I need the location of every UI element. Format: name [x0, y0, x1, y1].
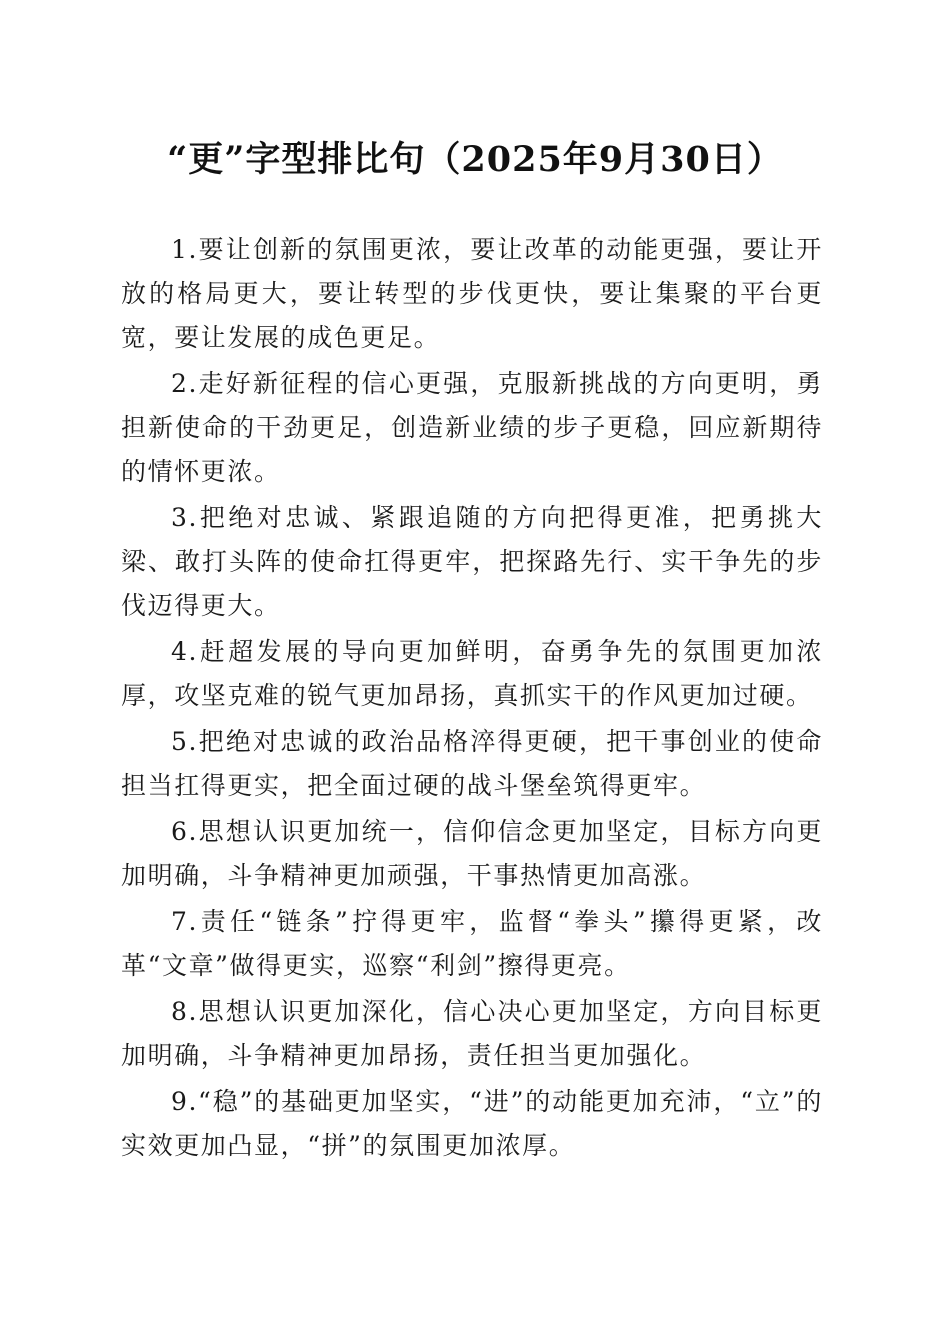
- paragraph-4: 4.赶超发展的导向更加鲜明，奋勇争先的氛围更加浓厚，攻坚克难的锐气更加昂扬，真抓实干的作风更加过硬。: [121, 637, 823, 710]
- paragraph-7: 7.责任“链条”拧得更牢，监督“拳头”攥得更紧，改革“文章”做得更实，巡察“利剑”擦得更亮。: [121, 907, 823, 980]
- paragraph-8: 8.思想认识更加深化，信心决心更加坚定，方向目标更加明确，斗争精神更加昂扬，责任担当更加强化。: [121, 997, 823, 1070]
- paragraph-2: 2.走好新征程的信心更强，克服新挑战的方向更明，勇担新使命的干劲更足，创造新业绩的步子更稳，回应新期待的情怀更浓。: [121, 369, 823, 486]
- paragraph-5: 5.把绝对忠诚的政治品格淬得更硬，把干事创业的使命担当扛得更实，把全面过硬的战斗堡垒筑得更牢。: [121, 727, 823, 800]
- paragraph-9: 9.“稳”的基础更加坚实，“进”的动能更加充沛，“立”的实效更加凸显，“拼”的氛围更加浓厚。: [121, 1087, 823, 1160]
- document-body: [121, 228, 823, 1170]
- paragraph-3: 3.把绝对忠诚、紧跟追随的方向把得更准，把勇挑大梁、敢打头阵的使命扛得更牢，把探路先行、实干争先的步伐迈得更大。: [121, 503, 823, 620]
- document-title: “更”字型排比句（2025年9月30日）: [167, 139, 783, 180]
- paragraph-1: 1.要让创新的氛围更浓，要让改革的动能更强，要让开放的格局更大，要让转型的步伐更快，要让集聚的平台更宽，要让发展的成色更足。: [121, 235, 823, 352]
- paragraph-6: 6.思想认识更加统一，信仰信念更加坚定，目标方向更加明确，斗争精神更加顽强，干事热情更加高涨。: [121, 817, 823, 890]
